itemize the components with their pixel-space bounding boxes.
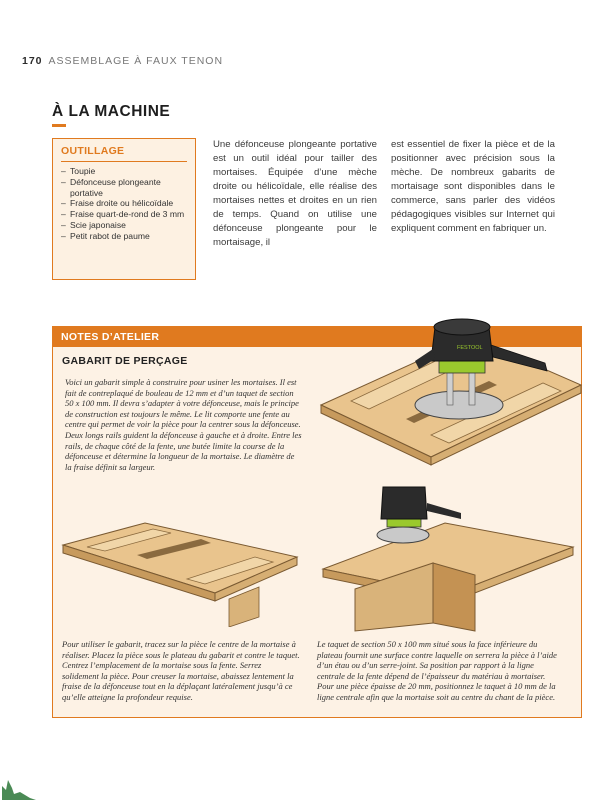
jig-plate-illustration: [59, 517, 301, 627]
caption-right: Le taquet de section 50 x 100 mm situé sous la face inférieure du plateau fournit une surface contre laquelle on serrera la pièce à l’aide d’un étau ou d’un serre-joint. Sa position par rapport à la ligne centrale de la fente dépend de l’épaisseur du matériau à mortaiser. Pour une pièce épaisse de 20 mm, positionnez le taquet à 10 mm de la ligne centrale afin que la mortaise soit au centre du chant de la pièce.: [317, 639, 557, 702]
page-number: 170: [22, 55, 43, 67]
tree-corner-icon: [0, 764, 38, 800]
router-brand-label: FESTOOL: [457, 345, 483, 351]
toolbox-item: – Scie japonaise: [61, 220, 189, 231]
notes-subtitle: GABARIT DE PERÇAGE: [62, 355, 188, 367]
section-title: À LA MACHINE: [52, 103, 171, 120]
toolbox-item: – Petit rabot de paume: [61, 231, 189, 242]
running-title: ASSEMBLAGE À FAUX TENON: [48, 55, 224, 67]
toolbox-item: – Défonceuse plongeante portative: [61, 177, 189, 199]
title-rule: [52, 124, 66, 127]
toolbox-item: – Fraise quart-de-rond de 3 mm: [61, 209, 189, 220]
router-on-jig-illustration: [311, 297, 583, 469]
toolbox-list: [53, 166, 195, 242]
body-column-1: Une défonceuse plongeante portative est un outil idéal pour tailler des mortaises. Équipée d’une mèche droite ou hélicoïdale, elle réalise des mortaises nettes et droites en un rien de temps. Quand on utilise une défonceuse plongeante pour le mortaisage, il: [213, 139, 377, 248]
toolbox-item: – Toupie: [61, 166, 189, 177]
running-header: [22, 55, 223, 67]
toolbox-panel: [52, 138, 196, 280]
notes-intro: Voici un gabarit simple à construire pour usiner les mortaises. Il est fait de contreplaqué de bouleau de 12 mm et d’un taquet de section 50 x 100 mm. Il devra s’adapter à votre défonceuse, mais le principe de construction est toujours le même. Le lit comporte une fente au centre qui permet de voir la pièce pour la centrer sous la défonceuse. Deux longs rails guident la défonceuse à gauche et à droite. Entre les rails, de chaque côté de la fente, une butée limite la course de la défonceuse et détermine la longueur de la mortaise. Le diamètre de la fraise définit sa largeur.: [65, 377, 302, 472]
toolbox-item: – Fraise droite ou hélicoïdale: [61, 198, 189, 209]
toolbox-title: OUTILLAGE: [61, 145, 125, 157]
workshop-notes-panel: [52, 326, 582, 718]
jig-with-stop-block-illustration: [315, 483, 577, 633]
toolbox-divider: [61, 161, 187, 162]
caption-left: Pour utiliser le gabarit, tracez sur la pièce le centre de la mortaise à réaliser. Placez la pièce sous le plateau du gabarit et contre le taquet. Centrez l’emplacement de la mortaise sous la fente. Serrez solidement la pièce. Pour creuser la mortaise, abaissez lentement la fraise de la défonceuse tout en la déplaçant latéralement jusqu’à ce qu’elle atteigne la profondeur requise.: [62, 639, 300, 702]
notes-banner-label: NOTES D’ATELIER: [61, 331, 160, 343]
body-column-2: est essentiel de fixer la pièce et de la positionner avec précision sous la mèche. De nombreux gabarits de mortaisage sont disponibles dans le commerce, sans parler des vidéos pédagogiques visibles sur Internet qui expliquent comment en fabriquer un.: [391, 139, 555, 234]
